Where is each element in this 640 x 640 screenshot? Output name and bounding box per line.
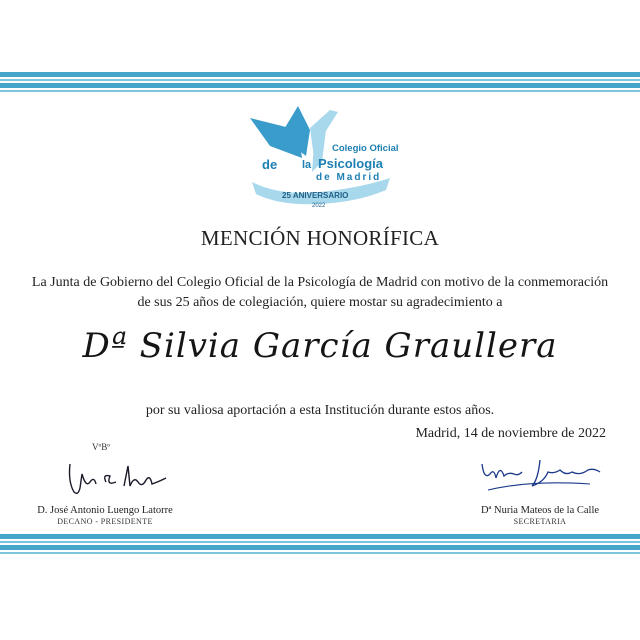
logo-line1: Colegio Oficial <box>332 143 399 154</box>
paragraph-line2: de sus 25 años de colegiación, quiere mostar su agradecimiento a <box>137 295 503 310</box>
signature-right-icon <box>470 450 610 502</box>
certificate-title: MENCIÓN HONORÍFICA <box>200 226 440 250</box>
logo-year: 2022 <box>312 203 326 209</box>
signature-left-icon <box>62 452 182 502</box>
certificate-date: Madrid, 14 de noviembre de 2022 <box>415 426 606 441</box>
vobo-label: VºBº <box>92 442 111 452</box>
top-decorative-band <box>0 72 640 94</box>
recipient-name: Dª Silvia García Graullera <box>82 326 558 366</box>
logo-line2-b: la <box>302 159 312 171</box>
signer-right-role: SECRETARIA <box>513 517 567 526</box>
logo-line2-c: Psicología <box>318 156 384 171</box>
logo-line3: de Madrid <box>316 172 382 183</box>
bottom-decorative-band <box>0 534 640 556</box>
logo-ribbon: 25 ANIVERSARIO <box>282 191 349 200</box>
signer-left-name: D. José Antonio Luengo Latorre <box>37 505 173 516</box>
signer-right-name: Dª Nuria Mateos de la Calle <box>480 505 600 516</box>
paragraph-line1: La Junta de Gobierno del Colegio Oficial de la Psicología de Madrid con motivo de la conmemoración <box>31 275 609 290</box>
colegio-logo-icon <box>240 100 400 210</box>
paragraph-tail: por su valiosa aportación a esta Institución durante estos años. <box>145 403 495 418</box>
logo-line2-a: de <box>262 157 278 172</box>
signer-left-role: DECANO - PRESIDENTE <box>57 517 153 526</box>
